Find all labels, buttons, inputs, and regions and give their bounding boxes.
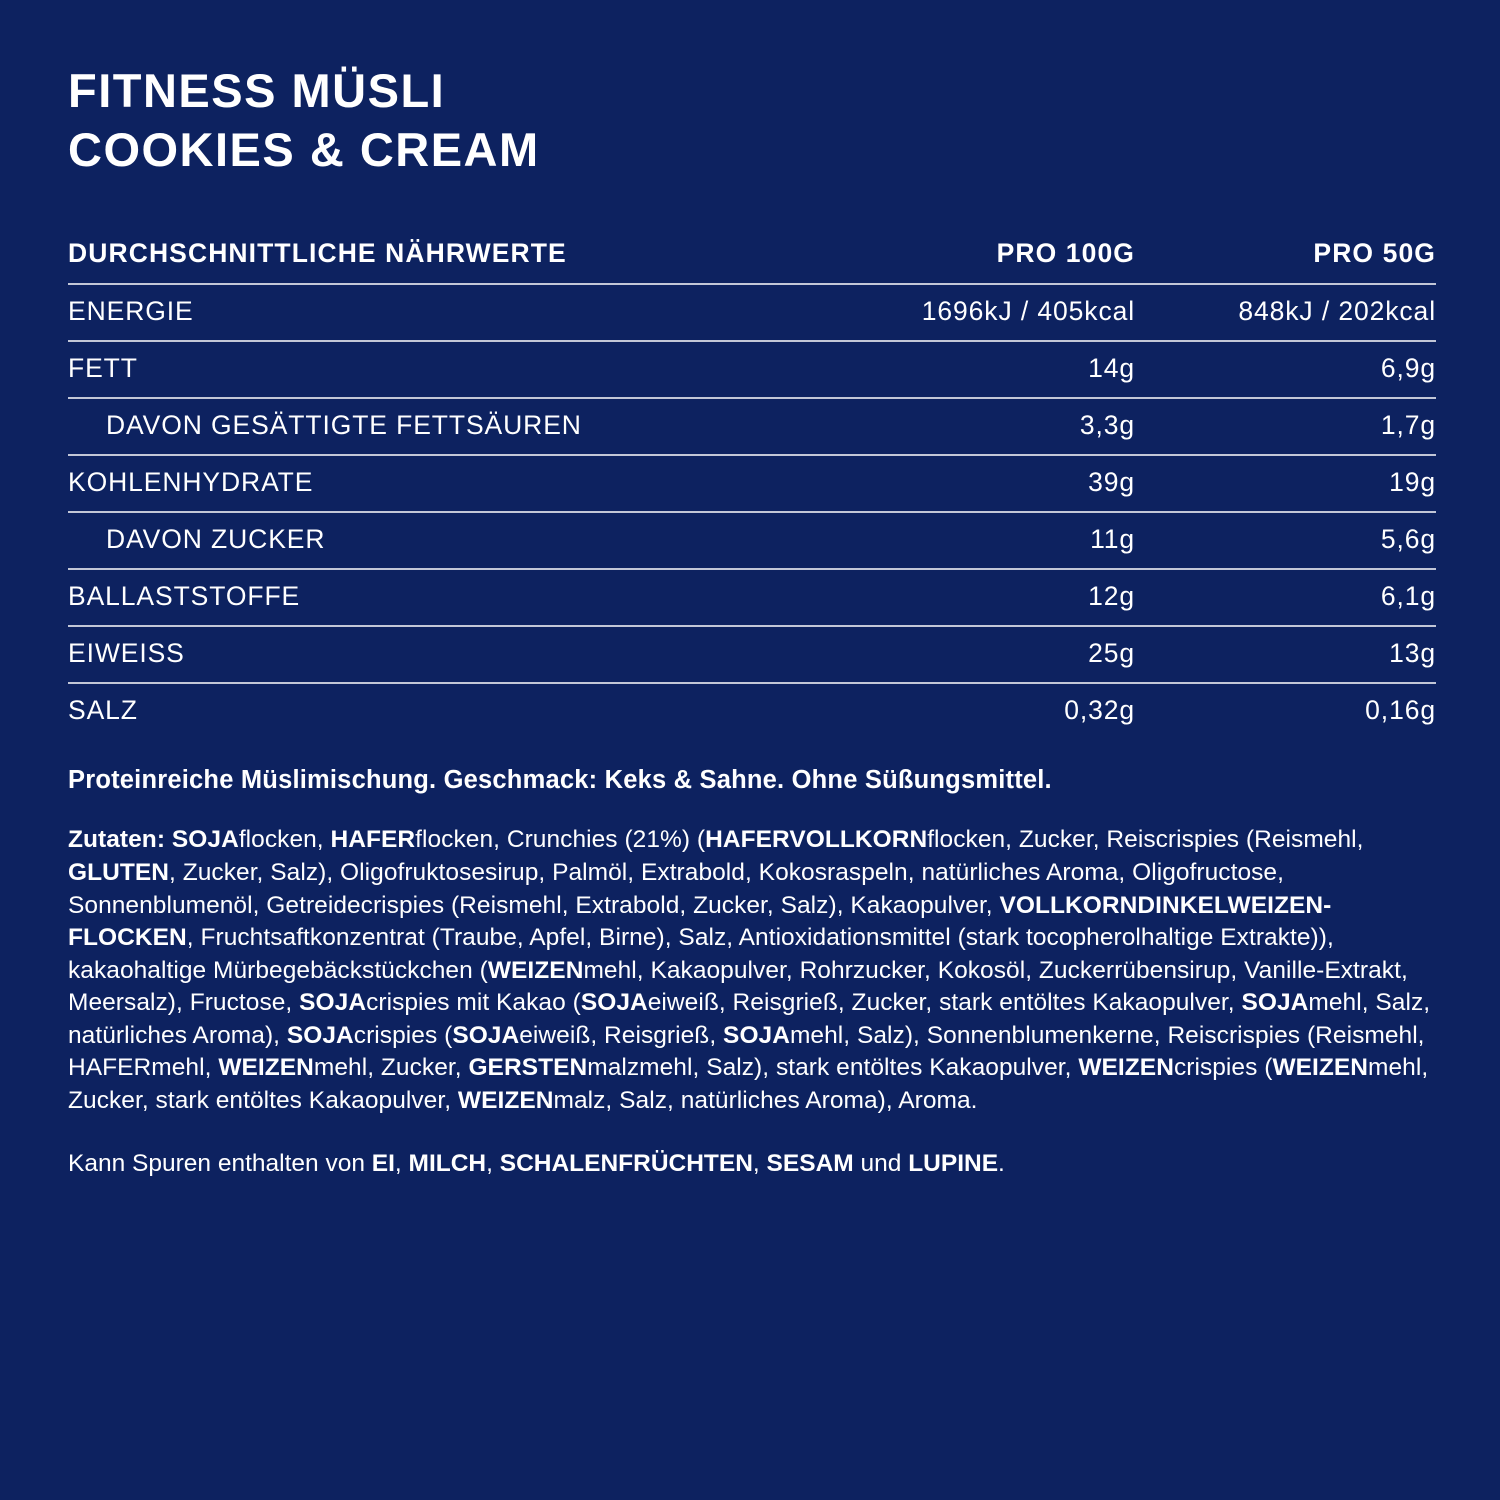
page-title: [68, 62, 1436, 180]
nutrient-name: DAVON ZUCKER: [68, 512, 834, 569]
nutrition-table: [68, 238, 1436, 739]
product-title-line-1: FITNESS MÜSLI: [68, 64, 446, 117]
nutrient-name: DAVON GESÄTTIGTE FETTSÄUREN: [68, 398, 834, 455]
nutrient-value-per-50g: 6,1g: [1135, 569, 1436, 626]
ingredients-text: Zutaten: SOJAflocken, HAFERflocken, Crunchies (21%) (HAFERVOLLKORNflocken, Zucker, Reiscrispies (Reismehl, GLUTEN, Zucker, Salz), Oligofruktosesirup, Palmöl, Extrabold, Kokosraspeln, natürliches Aroma, Oligofructose, Sonnenblumenöl, Getreidecrispies (Reismehl, Extrabold, Zucker, Salz), Kakaopulver, VOLLKORNDINKELWEIZEN-FLOCKEN, Fruchtsaftkonzentrat (Traube, Apfel, Birne), Salz, Antioxidationsmittel (stark tocopherolhaltige Extrakte)), kakaohaltige Mürbegebäckstückchen (WEIZENmehl, Kakaopulver, Rohrzucker, Kokosöl, Zuckerrübensirup, Vanille-Extrakt, Meersalz), Fructose, SOJAcrispies mit Kakao (SOJAeiweiß, Reisgrieß, Zucker, stark entöltes Kakaopulver, SOJAmehl, Salz, natürliches Aroma), SOJAcrispies (SOJAeiweiß, Reisgrieß, SOJAmehl, Salz), Sonnenblumenkerne, Reiscrispies (Reismehl, HAFERmehl, WEIZENmehl, Zucker, GERSTENmalzmehl, Salz), stark entöltes Kakaopulver, WEIZENcrispies (WEIZENmehl, Zucker, stark entöltes Kakaopulver, WEIZENmalz, Salz, natürliches Aroma), Aroma.: [68, 826, 1431, 1114]
nutrient-name: ENERGIE: [68, 284, 834, 341]
nutrient-value-per-100g: 25g: [834, 626, 1135, 683]
table-row: [68, 512, 1436, 569]
nutrient-name: BALLASTSTOFFE: [68, 569, 834, 626]
nutrient-value-per-100g: 39g: [834, 455, 1135, 512]
nutrient-value-per-100g: 14g: [834, 341, 1135, 398]
table-row: [68, 683, 1436, 739]
nutrient-value-per-50g: 5,6g: [1135, 512, 1436, 569]
table-row: [68, 569, 1436, 626]
product-claim: Proteinreiche Müslimischung. Geschmack: Keks & Sahne. Ohne Süßungsmittel.: [68, 765, 1052, 794]
table-header-row: [68, 238, 1436, 284]
nutrient-value-per-100g: 1696kJ / 405kcal: [834, 284, 1135, 341]
product-title-line-2: COOKIES & CREAM: [68, 122, 540, 176]
nutrient-name: KOHLENHYDRATE: [68, 455, 834, 512]
nutrient-value-per-100g: 11g: [834, 512, 1135, 569]
nutrient-name: FETT: [68, 341, 834, 398]
nutrient-value-per-50g: 6,9g: [1135, 341, 1436, 398]
allergen-traces-text: Kann Spuren enthalten von EI, MILCH, SCHALENFRÜCHTEN, SESAM und LUPINE.: [68, 1149, 1005, 1177]
nutrient-value-per-50g: 19g: [1135, 455, 1436, 512]
nutrient-value-per-100g: 12g: [834, 569, 1135, 626]
nutrient-name: EIWEISS: [68, 626, 834, 683]
table-row: [68, 284, 1436, 341]
nutrient-value-per-100g: 3,3g: [834, 398, 1135, 455]
table-row: [68, 398, 1436, 455]
nutrient-value-per-50g: 13g: [1135, 626, 1436, 683]
nutrition-table-body: [68, 284, 1436, 739]
table-row: [68, 626, 1436, 683]
nutrient-value-per-50g: 0,16g: [1135, 683, 1436, 739]
nutrient-value-per-50g: 1,7g: [1135, 398, 1436, 455]
nutrition-table-head: [68, 238, 1436, 284]
nutrient-name: SALZ: [68, 683, 834, 739]
nutrient-value-per-50g: 848kJ / 202kcal: [1135, 284, 1436, 341]
column-header-nutrient: DURCHSCHNITTLICHE NÄHRWERTE: [68, 237, 567, 268]
column-header-per-100g: PRO 100G: [996, 237, 1136, 268]
table-row: [68, 455, 1436, 512]
nutrient-value-per-100g: 0,32g: [834, 683, 1135, 739]
column-header-per-50g: PRO 50G: [1313, 237, 1436, 268]
table-row: [68, 341, 1436, 398]
